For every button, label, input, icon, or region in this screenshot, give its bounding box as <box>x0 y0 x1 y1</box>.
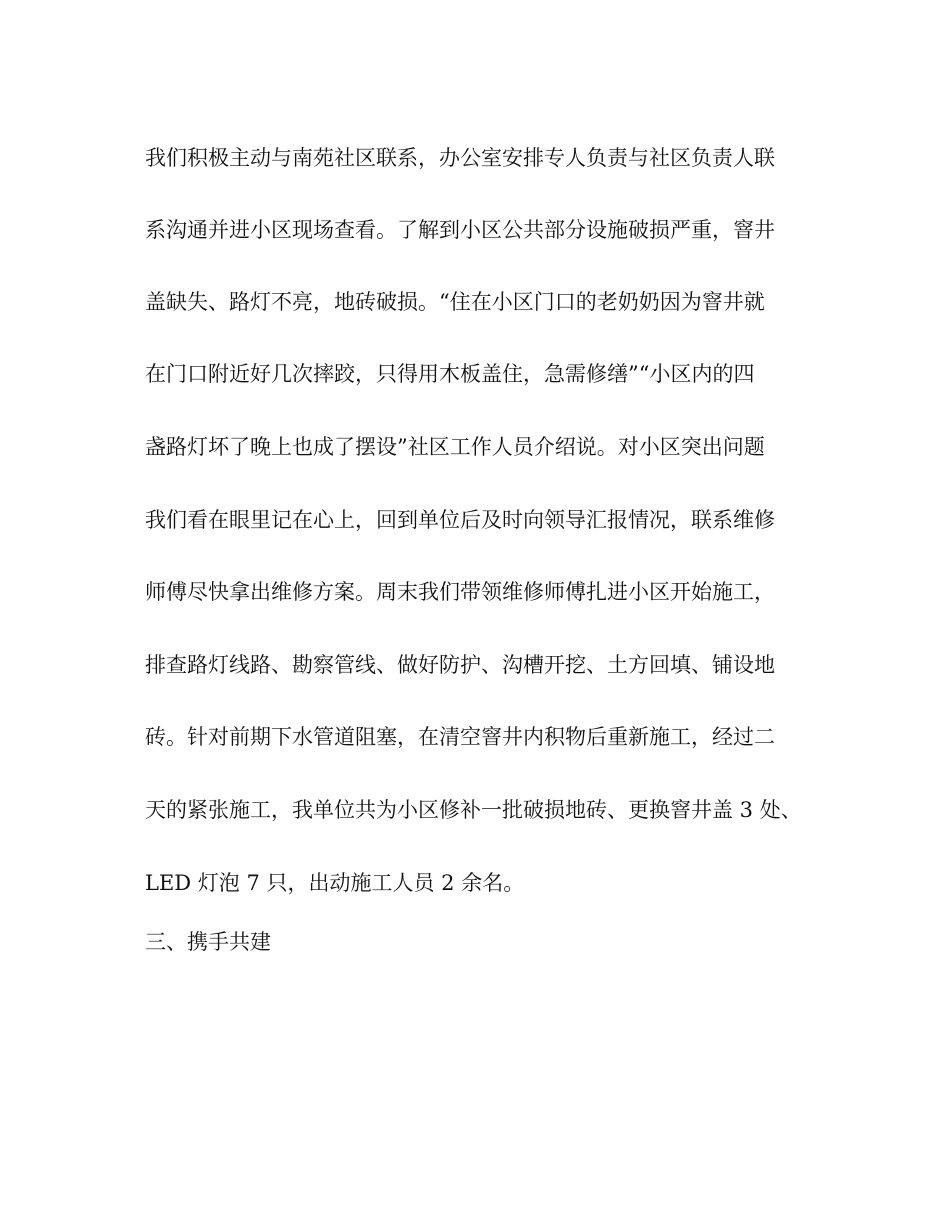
paragraph-line: 在门口附近好几次摔跤，只得用木板盖住，急需修缮”“小区内的四 <box>145 362 755 386</box>
paragraph-line: 盖缺失、路灯不亮，地砖破损。“住在小区门口的老奶奶因为窨井就 <box>145 290 765 314</box>
paragraph-line: 盏路灯坏了晚上也成了摆设”社区工作人员介绍说。对小区突出问题 <box>145 435 765 459</box>
paragraph-line: 系沟通并进小区现场查看。了解到小区公共部分设施破损严重，窨井 <box>145 218 775 242</box>
paragraph-line: 我们积极主动与南苑社区联系，办公室安排专人负责与社区负责人联 <box>145 146 775 170</box>
paragraph-line: 师傅尽快拿出维修方案。周末我们带领维修师傅扎进小区开始施工， <box>145 580 775 604</box>
paragraph-line: 我们看在眼里记在心上，回到单位后及时向领导汇报情况，联系维修 <box>145 508 775 532</box>
paragraph-line: 砖。针对前期下水管道阻塞，在清空窨井内积物后重新施工，经过二 <box>145 725 775 749</box>
paragraph-line: 排查路灯线路、勘察管线、做好防护、沟槽开挖、土方回填、铺设地 <box>145 653 775 677</box>
paragraph-line: 天的紧张施工，我单位共为小区修补一批破损地砖、更换窨井盖 3 处、 <box>145 798 802 822</box>
section-heading: 三、携手共建 <box>145 930 271 954</box>
paragraph-line: LED 灯泡 7 只，出动施工人员 2 余名。 <box>145 871 525 895</box>
